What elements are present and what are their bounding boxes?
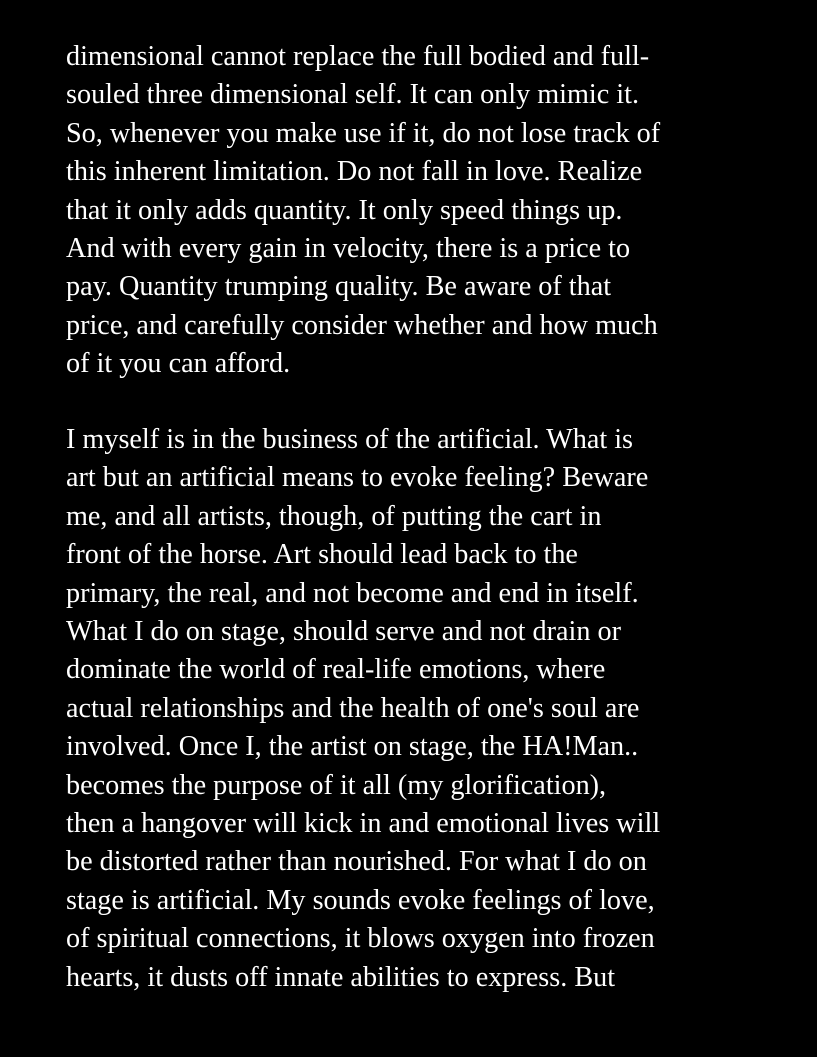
paragraph-2 — [66, 421, 786, 997]
text-line: of spiritual connections, it blows oxygen into frozen — [66, 923, 655, 955]
text-line: art but an artificial means to evoke feeling? Beware — [66, 462, 649, 494]
text-line: be distorted rather than nourished. For what I do on — [66, 846, 647, 878]
text-line: this inherent limitation. Do not fall in love. Realize — [66, 156, 643, 188]
text-line: of it you can afford. — [66, 348, 291, 380]
text-line: hearts, it dusts off innate abilities to express. But — [66, 961, 616, 993]
text-line: primary, the real, and not become and end in itself. — [66, 577, 639, 609]
text-line: becomes the purpose of it all (my glorification), — [66, 769, 607, 801]
text-line: dominate the world of real-life emotions, where — [66, 654, 606, 686]
paragraph-1 — [66, 38, 786, 384]
text-line: dimensional cannot replace the full bodied and full- — [66, 41, 650, 72]
text-line: that it only adds quantity. It only speed things up. — [66, 194, 623, 226]
text-line: So, whenever you make use if it, do not lose track of — [66, 117, 661, 149]
text-line: front of the horse. Art should lead back to the — [66, 539, 578, 571]
text-line: And with every gain in velocity, there is a price to — [66, 233, 631, 265]
text-line: What I do on stage, should serve and not drain or — [66, 616, 621, 648]
text-line: stage is artificial. My sounds evoke feelings of love, — [66, 884, 655, 916]
text-line: involved. Once I, the artist on stage, the HA!Man.. — [66, 731, 639, 763]
text-line: then a hangover will kick in and emotional lives will — [66, 808, 661, 840]
text-line: souled three dimensional self. It can only mimic it. — [66, 79, 640, 111]
text-line: actual relationships and the health of one's soul are — [66, 692, 640, 724]
text-line: pay. Quantity trumping quality. Be aware of that — [66, 271, 612, 303]
text-line: price, and carefully consider whether and how much — [66, 309, 658, 341]
text-line: me, and all artists, though, of putting the cart in — [66, 500, 602, 532]
text-line: I myself is in the business of the artificial. What is — [66, 424, 634, 455]
